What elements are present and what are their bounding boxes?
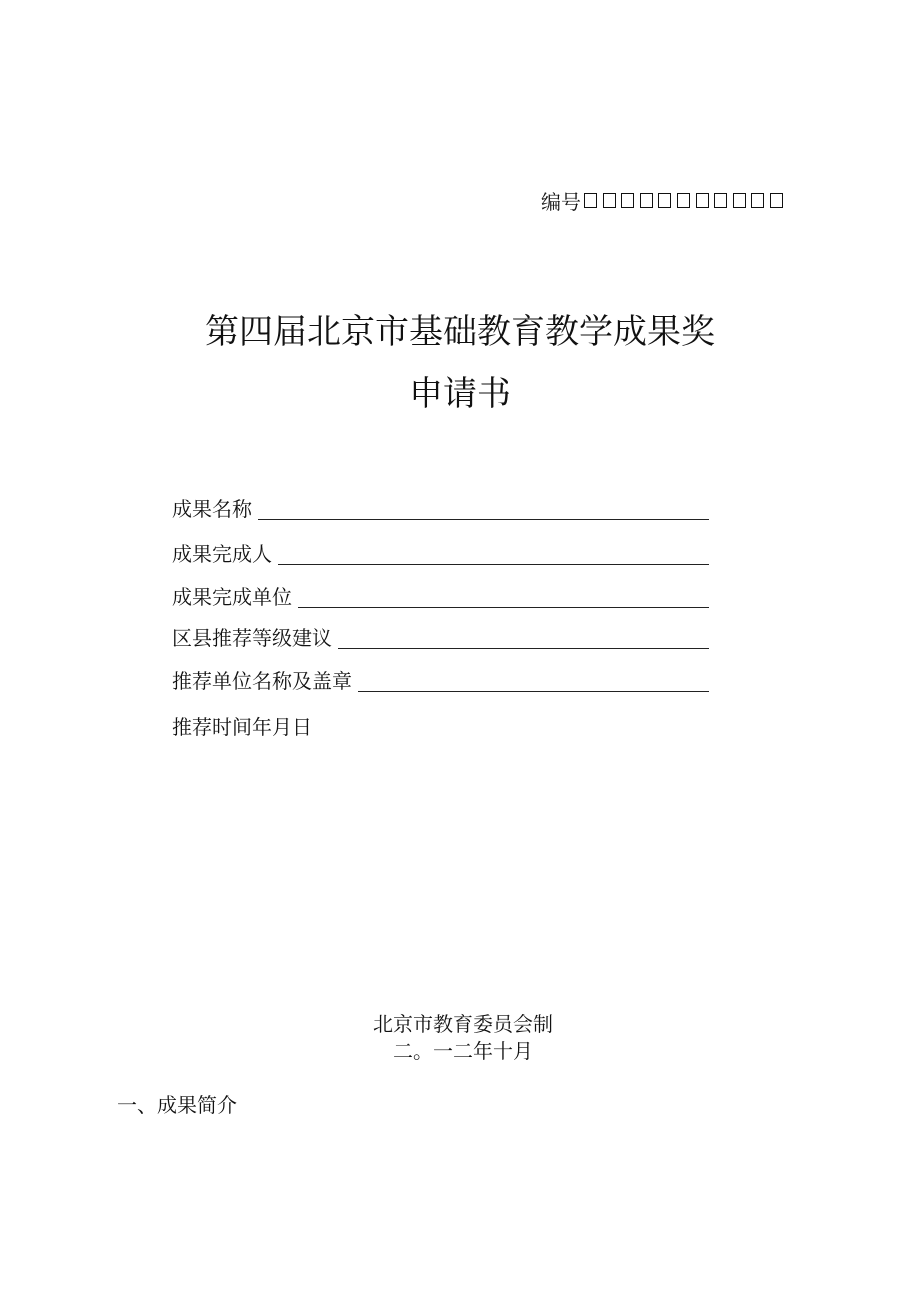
completer-blank[interactable] (278, 563, 709, 565)
form-row-completing-unit (172, 580, 709, 610)
recommending-unit-seal-label: 推荐单位名称及盖章 (172, 669, 352, 693)
serial-number-boxes (584, 193, 789, 208)
serial-digit-box[interactable] (696, 193, 709, 208)
serial-digit-box[interactable] (770, 193, 783, 208)
form-row-achievement-name (172, 492, 709, 522)
document-subtitle: 申请书 (409, 374, 511, 414)
form-row-recommend-date (172, 710, 709, 740)
serial-digit-box[interactable] (751, 193, 764, 208)
issuer-organization: 北京市教育委员会制 (373, 1012, 553, 1036)
serial-number-label: 编号 (541, 189, 581, 214)
achievement-name-blank[interactable] (258, 518, 709, 520)
serial-digit-box[interactable] (640, 193, 653, 208)
serial-digit-box[interactable] (658, 193, 671, 208)
serial-number-field (541, 186, 789, 214)
form-row-recommending-unit-seal (172, 664, 709, 694)
form-row-completer (172, 537, 709, 567)
document-title: 第四届北京市基础教育教学成果奖 (205, 312, 715, 352)
serial-digit-box[interactable] (584, 193, 597, 208)
completing-unit-blank[interactable] (298, 606, 709, 608)
recommend-date-label: 推荐时间年月日 (172, 715, 312, 739)
serial-digit-box[interactable] (677, 193, 690, 208)
issue-date: 二。一二年十月 (393, 1039, 533, 1063)
recommended-grade-label: 区县推荐等级建议 (172, 626, 332, 650)
completing-unit-label: 成果完成单位 (172, 585, 292, 609)
form-row-recommended-grade (172, 621, 709, 651)
serial-digit-box[interactable] (603, 193, 616, 208)
serial-digit-box[interactable] (714, 193, 727, 208)
serial-digit-box[interactable] (621, 193, 634, 208)
achievement-name-label: 成果名称 (172, 497, 252, 521)
recommending-unit-seal-blank[interactable] (358, 690, 709, 692)
recommended-grade-blank[interactable] (338, 647, 709, 649)
serial-digit-box[interactable] (733, 193, 746, 208)
section-heading-summary: 一、成果简介 (117, 1093, 237, 1117)
completer-label: 成果完成人 (172, 542, 272, 566)
